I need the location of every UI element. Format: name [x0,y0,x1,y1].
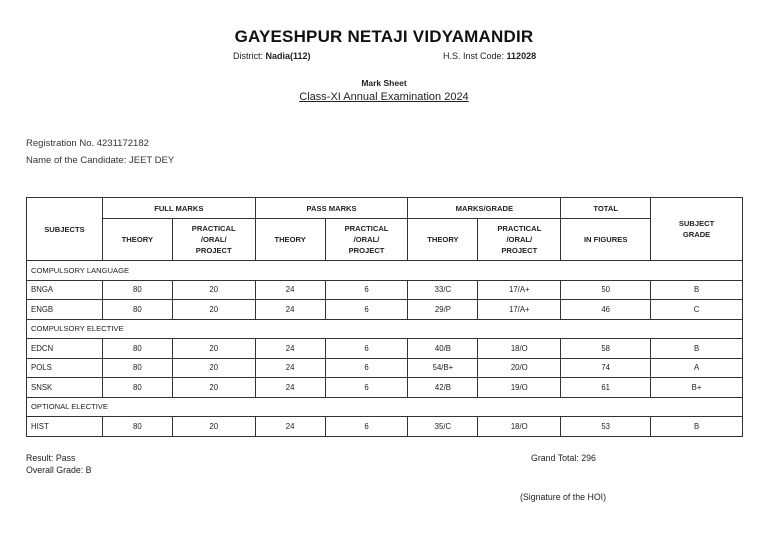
header-pass-practical [325,219,408,261]
section-title: OPTIONAL ELECTIVE [27,397,743,417]
subject-grade: B [651,339,743,359]
pass-practical: 6 [325,339,408,359]
doc-type: Mark Sheet [361,78,407,88]
subject-code: SNSK [27,378,103,398]
registration-number: Registration No. 4231172182 [26,138,149,149]
marks-theory: 29/P [408,300,478,320]
marks-table [26,197,743,437]
total-figures: 46 [561,300,651,320]
subject-code: POLS [27,358,103,378]
district-info [233,51,311,61]
section-title: COMPULSORY LANGUAGE [27,261,743,281]
marks-theory: 40/B [408,339,478,359]
marks-practical: 18/O [478,417,561,437]
subject-grade: B [651,280,743,300]
grand-total: Grand Total: 296 [531,453,596,463]
full-practical: 20 [172,358,255,378]
header-marks-theory: THEORY [408,219,478,261]
pass-theory: 24 [255,300,325,320]
practical-line2: /ORAL/ [200,235,227,244]
pass-theory: 24 [255,417,325,437]
header-subject-grade [651,198,743,261]
practical-line1: PRACTICAL [497,224,542,233]
practical-line2: /ORAL/ [506,235,533,244]
subject-code: HIST [27,417,103,437]
overall-grade: Overall Grade: B [26,465,92,475]
full-practical: 20 [172,339,255,359]
marks-practical: 17/A+ [478,280,561,300]
header-full-practical [172,219,255,261]
total-figures: 58 [561,339,651,359]
pass-theory: 24 [255,378,325,398]
header-full-marks: FULL MARKS [102,198,255,219]
total-figures: 61 [561,378,651,398]
full-practical: 20 [172,300,255,320]
candidate-name: Name of the Candidate: JEET DEY [26,155,175,166]
inst-code-value: 112028 [506,51,537,61]
table-row [27,417,743,437]
practical-line1: PRACTICAL [191,224,236,233]
pass-practical: 6 [325,417,408,437]
inst-code-info [443,51,536,61]
header-subject-grade-line2: GRADE [682,230,711,239]
table-row [27,378,743,398]
subject-grade: A [651,358,743,378]
practical-line3: PROJECT [348,246,385,255]
marks-practical: 20/O [478,358,561,378]
full-theory: 80 [102,358,172,378]
marks-theory: 33/C [408,280,478,300]
full-theory: 80 [102,417,172,437]
marks-practical: 19/O [478,378,561,398]
district-label: District: [233,51,263,61]
header-full-theory: THEORY [102,219,172,261]
inst-code-label: H.S. Inst Code: [443,51,505,61]
header-in-figures: IN FIGURES [561,219,651,261]
header-marks-practical [478,219,561,261]
total-figures: 50 [561,280,651,300]
table-row [27,280,743,300]
full-theory: 80 [102,378,172,398]
result: Result: Pass [26,453,76,463]
pass-practical: 6 [325,378,408,398]
header-pass-theory: THEORY [255,219,325,261]
pass-practical: 6 [325,280,408,300]
table-row [27,339,743,359]
exam-title: Class-XI Annual Examination 2024 [299,91,469,103]
practical-line1: PRACTICAL [344,224,389,233]
pass-practical: 6 [325,300,408,320]
full-theory: 80 [102,300,172,320]
full-practical: 20 [172,280,255,300]
full-theory: 80 [102,339,172,359]
pass-theory: 24 [255,358,325,378]
header-pass-marks: PASS MARKS [255,198,408,219]
district-value: Nadia(112) [265,51,311,61]
subject-code: BNGA [27,280,103,300]
full-theory: 80 [102,280,172,300]
pass-practical: 6 [325,358,408,378]
marks-practical: 18/O [478,339,561,359]
marks-theory: 54/B+ [408,358,478,378]
total-figures: 74 [561,358,651,378]
practical-line3: PROJECT [195,246,232,255]
marks-theory: 42/B [408,378,478,398]
header-subjects: SUBJECTS [27,198,103,261]
practical-line3: PROJECT [501,246,538,255]
header-total: TOTAL [561,198,651,219]
practical-line2: /ORAL/ [353,235,380,244]
subject-grade: B [651,417,743,437]
marks-practical: 17/A+ [478,300,561,320]
pass-theory: 24 [255,339,325,359]
header-marks-grade: MARKS/GRADE [408,198,561,219]
header-subject-grade-line1: SUBJECT [678,219,715,228]
subject-grade: C [651,300,743,320]
table-row [27,358,743,378]
subject-code: ENGB [27,300,103,320]
signature-line: (Signature of the HOI) [520,492,607,502]
marks-theory: 35/C [408,417,478,437]
table-row [27,300,743,320]
section-title: COMPULSORY ELECTIVE [27,319,743,339]
full-practical: 20 [172,417,255,437]
pass-theory: 24 [255,280,325,300]
full-practical: 20 [172,378,255,398]
total-figures: 53 [561,417,651,437]
school-name: GAYESHPUR NETAJI VIDYAMANDIR [234,27,534,46]
subject-grade: B+ [651,378,743,398]
subject-code: EDCN [27,339,103,359]
